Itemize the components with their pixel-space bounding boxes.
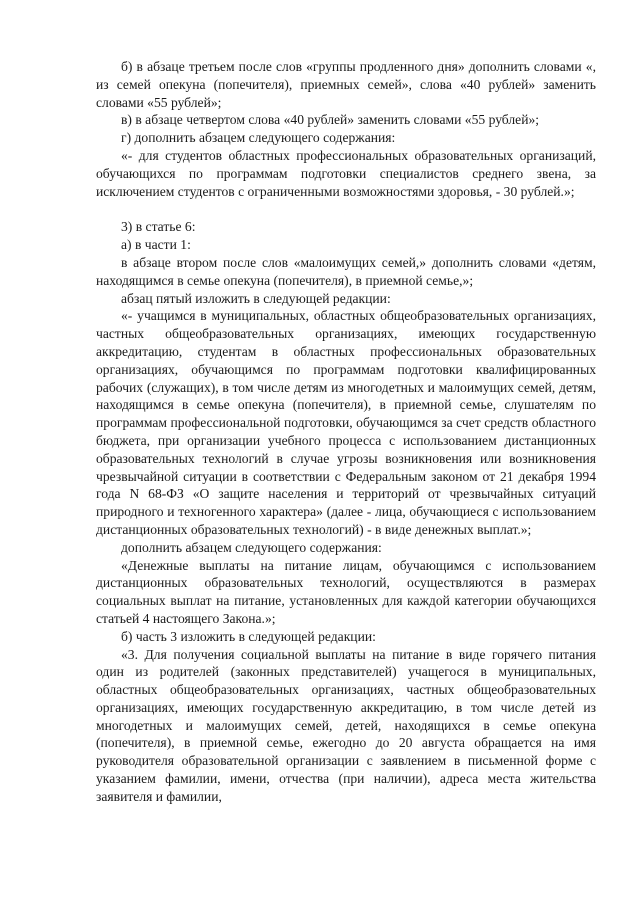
paragraph-abz-5-text: «- учащимся в муниципальных, областных общеобразовательных организациях, частных общеобразовательных организациях, имеющих государственную аккредитацию, студентам в областных профессиональных образовательных организациях, обучающимся по программам подготовки квалифицированных рабочих (служащих), в том числе детям из многодетных и малоимущих семей, детям, находящимся в семье опекуна (попечителя), в приемной семье, слушателям по программам профессиональной подготовки, обучающимся за счет средств областного бюджета, при организации учебного процесса с использованием дистанционных образовательных технологий в случае угрозы возникновения или возникновения чрезвычайной ситуации в соответствии с Федеральным законом от 21 декабря 1994 года N 68-ФЗ «О защите населения и территорий от чрезвычайных ситуаций природного и техногенного характера» (далее - лица, обучающиеся с использованием дистанционных образовательных технологий) - в виде денежных выплат.»; [96, 308, 596, 537]
paragraph-3d-text: «- для студентов областных профессиональных образовательных организаций, обучающихся по программам подготовки специалистов среднего звена, за исключением студентов с ограниченными возможностями здоровья, - 30 рублей.»; [96, 147, 596, 199]
paragraph-3b: б) в абзаце третьем после слов «группы продленного дня» дополнить словами «, из семей опекуна (попечителя), приемных семей», слова «40 рублей» заменить словами «55 рублей»; [96, 59, 596, 110]
paragraph-add-intro: дополнить абзацем следующего содержания: [121, 539, 382, 555]
document-body [96, 58, 596, 806]
paragraph-part-3-intro: б) часть 3 изложить в следующей редакции: [121, 628, 376, 644]
paragraph-3c: в) в абзаце четвертом слова «40 рублей» заменить словами «55 рублей»; [121, 112, 540, 128]
paragraph-spacer [96, 200, 596, 218]
paragraph-part-1: а) в части 1: [121, 237, 191, 253]
paragraph-article-6: 3) в статье 6: [121, 219, 196, 235]
paragraph-add-text: «Денежные выплаты на питание лицам, обучающимся с использованием дистанционных образовательных технологий, осуществляются в размерах социальных выплат на питание, установленных для каждой категории обучающихся статьей 4 настоящего Закона.»; [96, 557, 596, 626]
paragraph-part-3-text: «3. Для получения социальной выплаты на питание в виде горячего питания один из родителей (законных представителей) учащегося в муниципальных, областных общеобразовательных организациях, частных общеобразовательных организациях, имеющих государственную аккредитацию, в том числе детей из многодетных и малоимущих семей, детей, находящихся в семье опекуна (попечителя), в приемной семье, ежегодно до 20 августа обращается на имя руководителя образовательной организации с заявлением в письменной форме с указанием фамилии, имени, отчества (при наличии), адреса места жительства заявителя и фамилии, [96, 646, 596, 804]
paragraph-3d: г) дополнить абзацем следующего содержания: [121, 130, 396, 146]
paragraph-abz-5-intro: абзац пятый изложить в следующей редакции: [121, 290, 391, 306]
paragraph-abz-2: в абзаце втором после слов «малоимущих семей,» дополнить словами «детям, находящимся в семье опекуна (попечителя), в приемной семье,»; [96, 254, 596, 288]
